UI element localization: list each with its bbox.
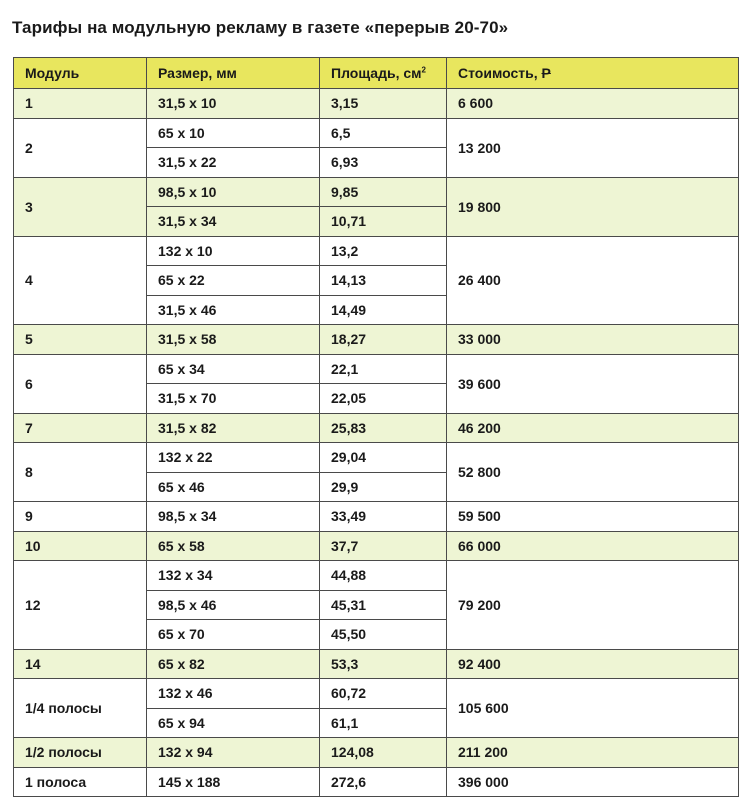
table-row bbox=[14, 531, 739, 561]
price-cell: 396 000 bbox=[447, 767, 739, 797]
header-row bbox=[14, 58, 739, 89]
table-row bbox=[14, 89, 739, 119]
header-area-sup: 2 bbox=[421, 65, 426, 75]
size-cell: 65 х 82 bbox=[147, 649, 320, 679]
price-cell: 33 000 bbox=[447, 325, 739, 355]
price-cell: 59 500 bbox=[447, 502, 739, 532]
module-cell: 10 bbox=[14, 531, 147, 561]
module-cell: 14 bbox=[14, 649, 147, 679]
area-cell: 22,05 bbox=[320, 384, 447, 414]
module-cell: 6 bbox=[14, 354, 147, 413]
price-cell: 39 600 bbox=[447, 354, 739, 413]
table-row bbox=[14, 561, 739, 591]
header-price bbox=[447, 58, 739, 89]
size-cell: 145 х 188 bbox=[147, 767, 320, 797]
area-cell: 29,04 bbox=[320, 443, 447, 473]
size-cell: 65 х 58 bbox=[147, 531, 320, 561]
area-cell: 9,85 bbox=[320, 177, 447, 207]
size-cell: 65 х 10 bbox=[147, 118, 320, 148]
size-cell: 31,5 х 82 bbox=[147, 413, 320, 443]
price-cell: 211 200 bbox=[447, 738, 739, 768]
table-row bbox=[14, 443, 739, 473]
header-size: Размер, мм bbox=[147, 58, 320, 89]
table-row bbox=[14, 649, 739, 679]
area-cell: 6,93 bbox=[320, 148, 447, 178]
header-area bbox=[320, 58, 447, 89]
module-cell: 1/2 полосы bbox=[14, 738, 147, 768]
module-cell: 4 bbox=[14, 236, 147, 325]
area-cell: 22,1 bbox=[320, 354, 447, 384]
size-cell: 65 х 94 bbox=[147, 708, 320, 738]
price-cell: 6 600 bbox=[447, 89, 739, 119]
size-cell: 98,5 х 10 bbox=[147, 177, 320, 207]
area-cell: 3,15 bbox=[320, 89, 447, 119]
area-cell: 45,50 bbox=[320, 620, 447, 650]
module-cell: 1 bbox=[14, 89, 147, 119]
page-title: Тарифы на модульную рекламу в газете «перерыв 20-70» bbox=[12, 18, 509, 37]
area-cell: 29,9 bbox=[320, 472, 447, 502]
table-row bbox=[14, 738, 739, 768]
area-cell: 61,1 bbox=[320, 708, 447, 738]
size-cell: 31,5 х 34 bbox=[147, 207, 320, 237]
module-cell: 1 полоса bbox=[14, 767, 147, 797]
table-header bbox=[14, 58, 739, 89]
area-cell: 14,13 bbox=[320, 266, 447, 296]
size-cell: 132 х 22 bbox=[147, 443, 320, 473]
price-cell: 79 200 bbox=[447, 561, 739, 650]
price-cell: 46 200 bbox=[447, 413, 739, 443]
table-row bbox=[14, 118, 739, 148]
table-row bbox=[14, 236, 739, 266]
area-cell: 33,49 bbox=[320, 502, 447, 532]
size-cell: 132 х 10 bbox=[147, 236, 320, 266]
size-cell: 31,5 х 22 bbox=[147, 148, 320, 178]
area-cell: 25,83 bbox=[320, 413, 447, 443]
size-cell: 31,5 х 58 bbox=[147, 325, 320, 355]
price-cell: 105 600 bbox=[447, 679, 739, 738]
area-cell: 10,71 bbox=[320, 207, 447, 237]
table-row bbox=[14, 413, 739, 443]
price-cell: 52 800 bbox=[447, 443, 739, 502]
size-cell: 31,5 х 70 bbox=[147, 384, 320, 414]
area-cell: 44,88 bbox=[320, 561, 447, 591]
price-cell: 92 400 bbox=[447, 649, 739, 679]
table-row bbox=[14, 354, 739, 384]
ruble-icon: Р bbox=[541, 65, 551, 81]
price-cell: 13 200 bbox=[447, 118, 739, 177]
module-cell: 2 bbox=[14, 118, 147, 177]
rates-table bbox=[13, 57, 739, 797]
size-cell: 132 х 34 bbox=[147, 561, 320, 591]
area-cell: 18,27 bbox=[320, 325, 447, 355]
price-cell: 66 000 bbox=[447, 531, 739, 561]
area-cell: 53,3 bbox=[320, 649, 447, 679]
table-row bbox=[14, 325, 739, 355]
area-cell: 14,49 bbox=[320, 295, 447, 325]
size-cell: 98,5 х 46 bbox=[147, 590, 320, 620]
table-row bbox=[14, 177, 739, 207]
area-cell: 272,6 bbox=[320, 767, 447, 797]
module-cell: 8 bbox=[14, 443, 147, 502]
module-cell: 5 bbox=[14, 325, 147, 355]
table-row bbox=[14, 767, 739, 797]
area-cell: 124,08 bbox=[320, 738, 447, 768]
module-cell: 12 bbox=[14, 561, 147, 650]
area-cell: 45,31 bbox=[320, 590, 447, 620]
price-cell: 19 800 bbox=[447, 177, 739, 236]
module-cell: 3 bbox=[14, 177, 147, 236]
area-cell: 13,2 bbox=[320, 236, 447, 266]
area-cell: 60,72 bbox=[320, 679, 447, 709]
header-area-label: Площадь, см bbox=[331, 65, 422, 81]
table-row bbox=[14, 502, 739, 532]
size-cell: 65 х 46 bbox=[147, 472, 320, 502]
table-row bbox=[14, 679, 739, 709]
size-cell: 31,5 х 10 bbox=[147, 89, 320, 119]
area-cell: 6,5 bbox=[320, 118, 447, 148]
header-module: Модуль bbox=[14, 58, 147, 89]
size-cell: 132 х 46 bbox=[147, 679, 320, 709]
size-cell: 98,5 х 34 bbox=[147, 502, 320, 532]
size-cell: 132 х 94 bbox=[147, 738, 320, 768]
price-cell: 26 400 bbox=[447, 236, 739, 325]
size-cell: 65 х 22 bbox=[147, 266, 320, 296]
module-cell: 9 bbox=[14, 502, 147, 532]
size-cell: 31,5 х 46 bbox=[147, 295, 320, 325]
area-cell: 37,7 bbox=[320, 531, 447, 561]
module-cell: 1/4 полосы bbox=[14, 679, 147, 738]
size-cell: 65 х 70 bbox=[147, 620, 320, 650]
header-price-label: Стоимость, bbox=[458, 65, 538, 81]
size-cell: 65 х 34 bbox=[147, 354, 320, 384]
module-cell: 7 bbox=[14, 413, 147, 443]
table-body bbox=[14, 89, 739, 797]
